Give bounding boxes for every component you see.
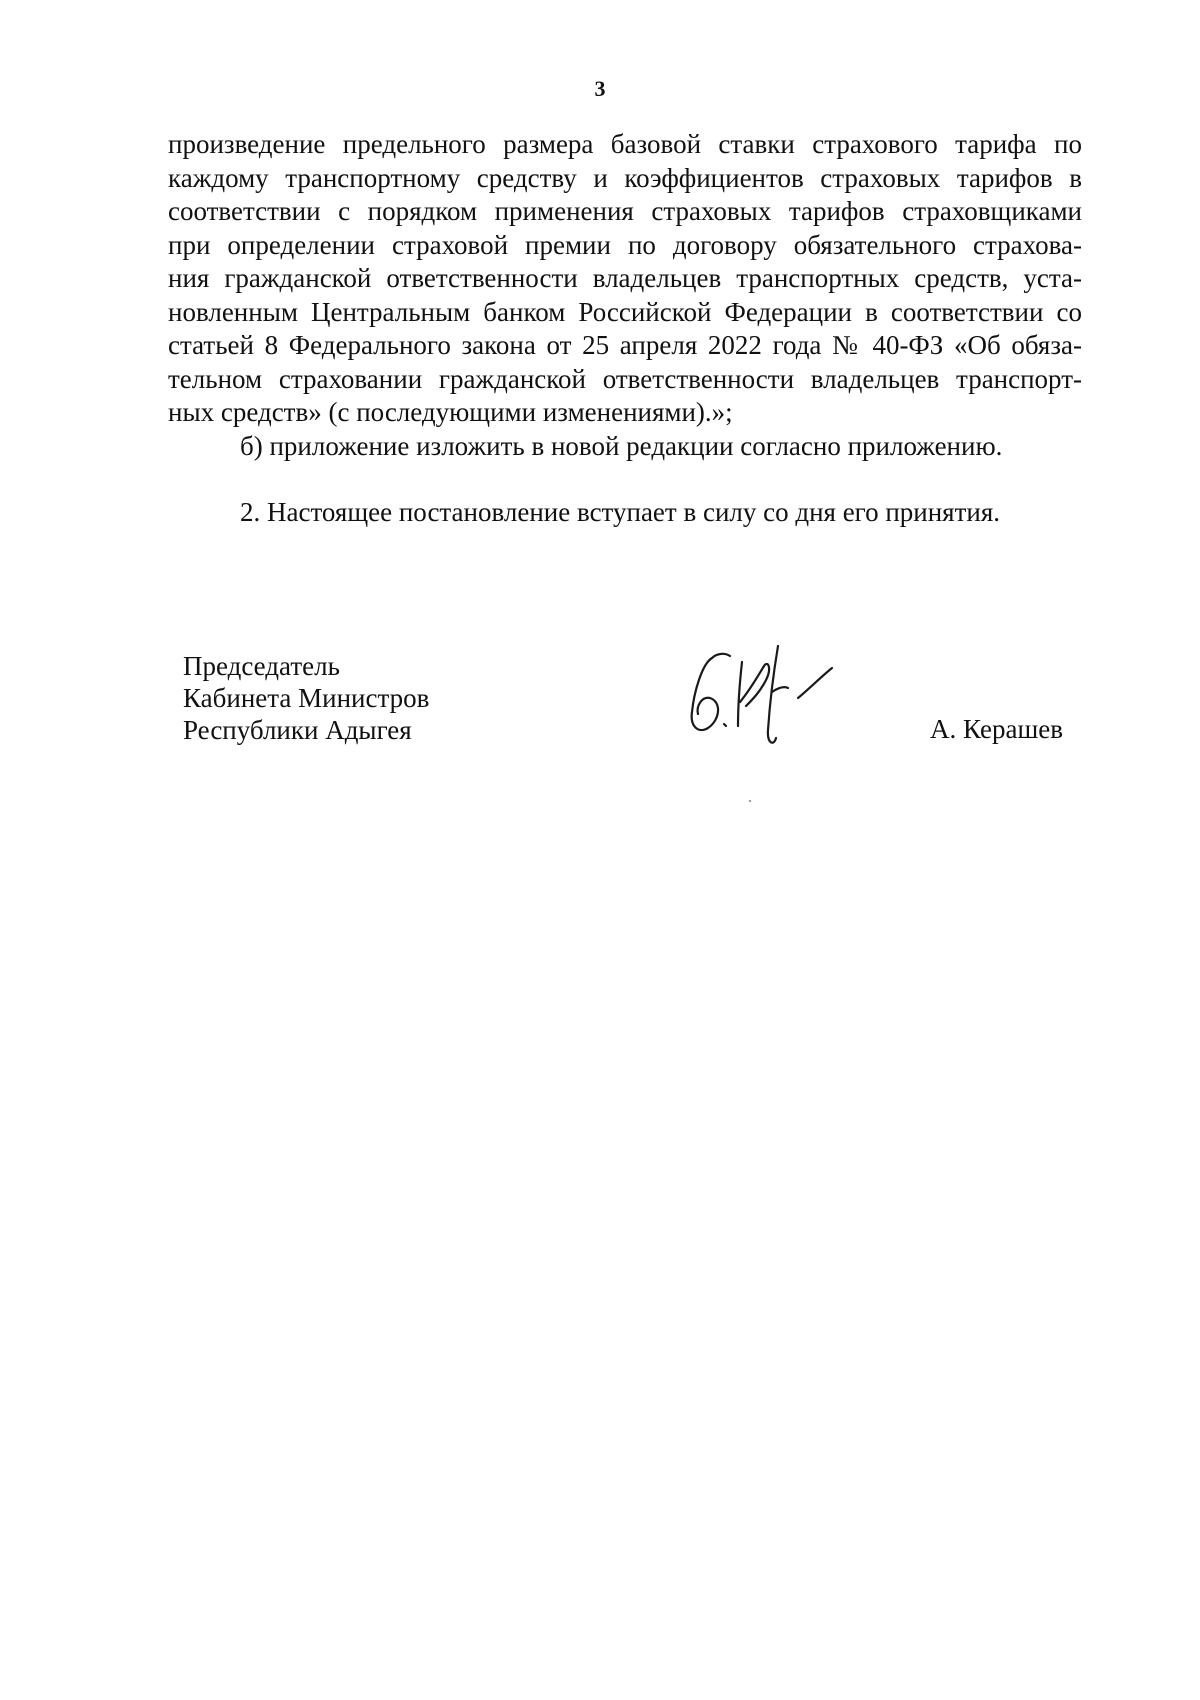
body-line-7: статьей 8 Федерального закона от 25 апреля 2022 года № 40-ФЗ «Об обяза-: [168, 330, 1082, 360]
body-line-4: при определении страховой премии по договору обязательного страхова-: [168, 229, 1082, 260]
paragraph-gap: [168, 463, 1082, 496]
document-body: [168, 128, 1082, 530]
body-line-5: ния гражданской ответственности владельцев транспортных средств, уста-: [168, 263, 1082, 293]
body-line-3: соответствии с порядком применения страховых тарифов страховщиками: [168, 196, 1082, 226]
signer-name: А. Керашев: [930, 714, 1063, 744]
handwritten-signature: [680, 640, 840, 750]
page-number: 3: [594, 76, 606, 101]
signatory-title-line-1: Председатель: [183, 651, 340, 681]
scan-speck: [749, 800, 751, 802]
body-line-8: тельном страховании гражданской ответственности владельцев транспорт-: [168, 363, 1082, 394]
signatory-title: [183, 650, 429, 746]
body-line-1: произведение предельного размера базовой ставки страхового тарифа по: [168, 129, 1082, 159]
body-line-6: новленным Центральным банком Российской Федерации в соответствии со: [168, 296, 1082, 327]
body-line-9: ных средств» (с последующими изменениями).»;: [168, 397, 733, 427]
item-b: б) приложение изложить в новой редакции согласно приложению.: [240, 430, 1003, 461]
item-2: 2. Настоящее постановление вступает в силу со дня его принятия.: [240, 497, 1001, 527]
signatory-title-line-2: Кабинета Министров: [183, 683, 430, 713]
body-line-2: каждому транспортному средству и коэффициентов страховых тарифов в: [168, 162, 1082, 193]
signatory-title-line-3: Республики Адыгея: [183, 715, 412, 745]
